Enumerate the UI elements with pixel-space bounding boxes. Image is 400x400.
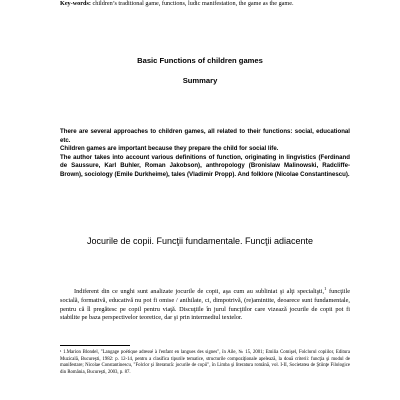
summary-subtitle: Summary <box>182 76 218 85</box>
body-text <box>60 285 350 323</box>
summary-paragraph: Children games are important because they prepare the child for social life. <box>60 145 279 153</box>
footnote-divider <box>60 345 130 346</box>
summary-paragraph: The author takes into account various definitions of function, originating in lingvistics (Ferdinand de Saussure, Karl Buhler, Roman Jakobson), anthropology (Bronislaw Malinowski, Radcliffe-Brown), sociology (Emile Durkheime), tales (Vladimir Propp). And folklore (Nicolae Constantinescu). <box>60 153 350 178</box>
body-text-part: Indiferent din ce unghi sunt analizate jocurile de copii, aşa cum au subliniat şi alţi specialişti, <box>74 288 325 296</box>
footnote-marker[interactable]: 1 <box>324 286 327 291</box>
body-paragraph <box>60 285 350 323</box>
keywords-label: Key-words: <box>60 0 91 7</box>
body-text-part: funcţiile socială, formativă, educativă nu pot fi omise / anihilate, ci, dimpotrivă, (re)amintite, deoarece sunt fundamentale, pentru că îl pregătesc pe copil pentru viaţă. Discuţiile în jurul funcţiilor care vizează jocurile de copii pot fi stabilite pe baza perspectivelor teoretice, dar şi prin intermediul textelor. <box>60 288 350 322</box>
keywords-line <box>60 0 360 8</box>
keywords-text: children’s traditional game, functions, ludic manifestation, the game as the game. <box>92 0 294 7</box>
footnote-text: ¹ 1.Marion Blondel, "Langage poétique adressé à l'enfant en langues des signes", în Aile, № 15, 2001; Emilia Comişel, Folclorul copiilor, Editura Muzicală, Bucureşti, 1982: p. 12-14, pentru a clasifica tipurile tematice, structurile compoziţionale apelează, la două criterii: funcţia şi modul de manifestare; Nicolae Constantinescu, "Folclor şi literatură: jocurile de copii", în Limba şi literatura română, vol. I-II, Societatea de Ştiinţe Filologice din România, Bucureşti, 2003, p. 87. <box>60 350 350 375</box>
section-heading: Jocurile de copii. Funcţii fundamentale. Funcţii adiacente <box>86 236 314 246</box>
summary-paragraph: There are several approaches to children games, all related to their functions: social, educational etc. <box>60 128 350 144</box>
summary-title: Basic Functions of children games <box>137 56 263 65</box>
summary-body <box>60 128 350 180</box>
footnote <box>60 350 350 376</box>
